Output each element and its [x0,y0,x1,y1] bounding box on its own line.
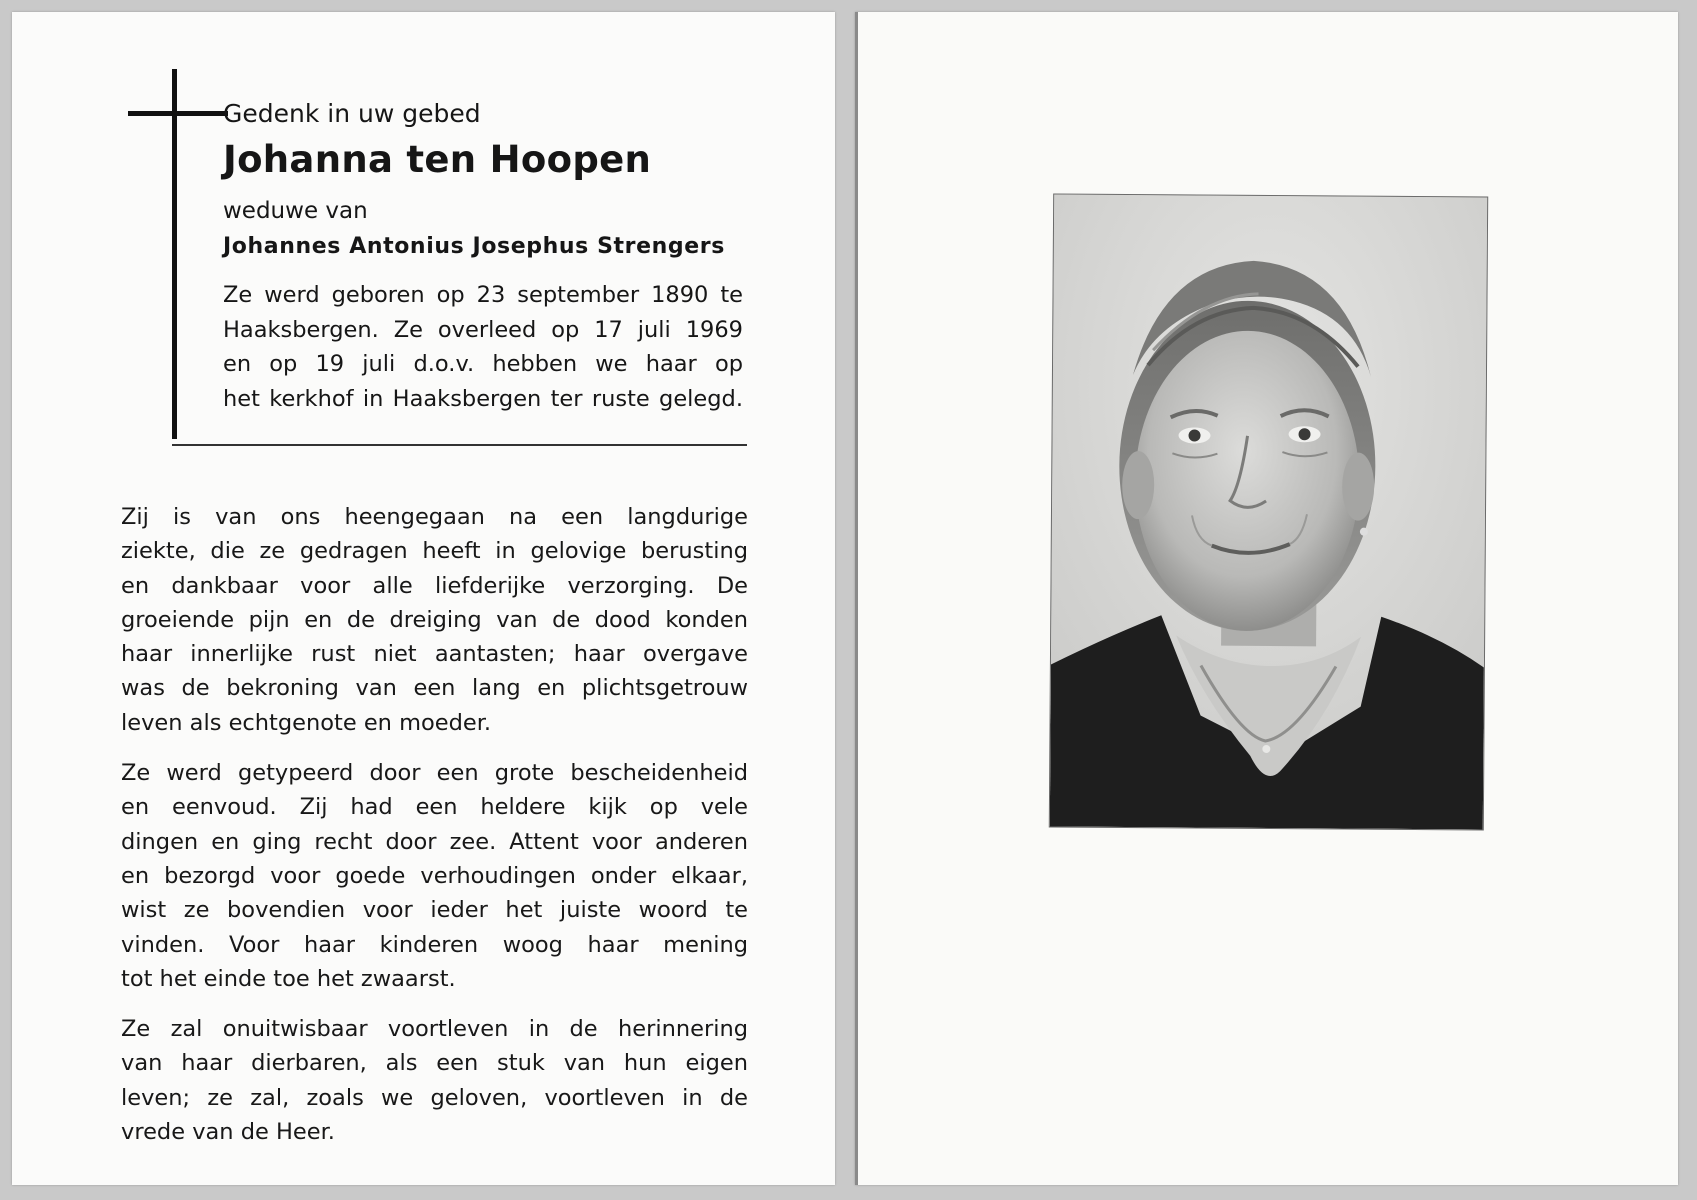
divider-line [172,444,747,446]
deceased-name: Johanna ten Hoopen [223,138,652,181]
text-line: en op 19 juli d.o.v. hebben we haar op [223,351,743,377]
paragraph-1 [121,500,748,740]
text-line: leven; ze zal, zoals we geloven, voortleven in de [121,1084,748,1111]
paragraph-3 [121,1012,748,1149]
text-line: vinden. Voor haar kinderen woog haar mening [121,931,748,958]
text-line: Ze werd getypeerd door een grote bescheidenheid [121,760,748,787]
card-header [223,96,743,416]
text-line: het kerkhof in Haaksbergen ter ruste gelegd. [223,385,743,412]
text-line: groeiende pijn en de dreiging van de dood konden [121,606,748,633]
cross-icon-horizontal [128,111,228,116]
portrait-photo [1049,193,1488,830]
memorial-text [121,500,748,1165]
text-line: en eenvoud. Zij had een heldere kijk op vele [121,794,748,821]
memorial-card-photo-page [855,12,1678,1185]
birth-death-details [223,278,743,416]
memorial-card-text-page [12,12,835,1185]
text-line: dingen en ging recht door zee. Attent voor anderen [121,828,748,855]
text-line: wist ze bovendien voor ieder het juiste woord te [121,897,748,924]
text-line: en bezorgd voor goede verhoudingen onder elkaar, [121,862,748,889]
remember-in-prayer: Gedenk in uw gebed [223,99,481,128]
text-line: tot het einde toe het zwaarst. [121,965,456,992]
text-line: en dankbaar voor alle liefderijke verzorging. De [121,572,748,599]
text-line: was de bekroning van een lang en plichtsgetrouw [121,675,748,702]
text-line: Zij is van ons heengegaan na een langdurige [121,504,748,530]
text-line: leven als echtgenote en moeder. [121,709,492,736]
text-line: vrede van de Heer. [121,1119,335,1146]
text-line: van haar dierbaren, als een stuk van hun eigen [121,1050,748,1077]
text-line: haar innerlijke rust niet aantasten; haar overgave [121,641,748,668]
cross-icon-vertical [172,69,177,439]
husband-name: Johannes Antonius Josephus Strengers [223,234,725,259]
paragraph-2 [121,756,748,996]
text-line: ziekte, die ze gedragen heeft in gelovige berusting [121,538,748,565]
text-line: Ze zal onuitwisbaar voortleven in de herinnering [121,1016,748,1043]
text-line: Ze werd geboren op 23 september 1890 te [223,282,743,308]
text-line: Haaksbergen. Ze overleed op 17 juli 1969 [223,316,743,343]
card-fold-edge [855,12,858,1185]
widow-of-label: weduwe van [223,198,368,224]
portrait-illustration [1050,194,1487,829]
